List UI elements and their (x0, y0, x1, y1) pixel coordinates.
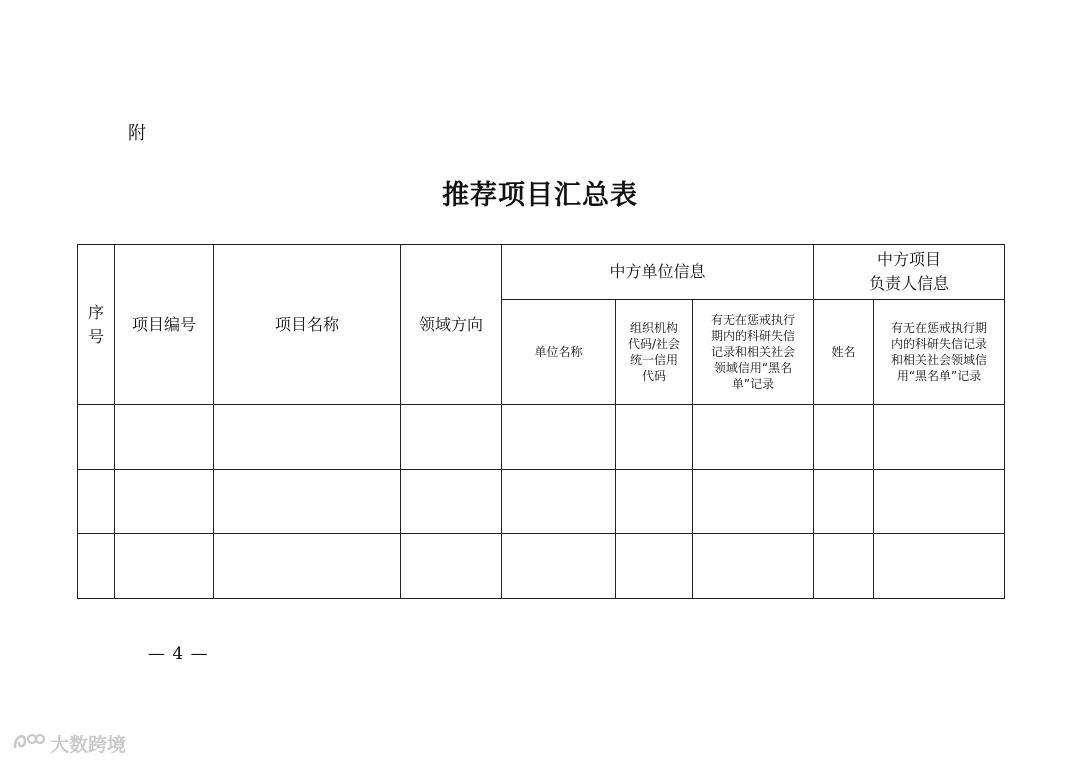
table-cell[interactable] (814, 534, 874, 599)
table-cell[interactable] (115, 405, 214, 470)
table-cell[interactable] (693, 405, 814, 470)
table-cell[interactable] (401, 534, 502, 599)
table-cell[interactable] (214, 534, 401, 599)
header-seq: 序 号 (78, 245, 115, 405)
table-cell[interactable] (874, 534, 1005, 599)
table-cell[interactable] (814, 470, 874, 534)
watermark-text: 大数跨境 (50, 734, 127, 756)
table-cell[interactable] (115, 470, 214, 534)
table-cell[interactable] (401, 470, 502, 534)
header-field: 领域方向 (401, 245, 502, 405)
header-unit-blacklist: 有无在惩戒执行 期内的科研失信 记录和相关社会 领域信用“黑名 单”记录 (693, 300, 814, 405)
header-project-name: 项目名称 (214, 245, 401, 405)
table-cell[interactable] (401, 405, 502, 470)
table-cell[interactable] (78, 470, 115, 534)
table-cell[interactable] (814, 405, 874, 470)
header-cn-unit-group: 中方单位信息 (502, 245, 814, 300)
header-row-1 (78, 245, 1005, 300)
header-leader-blacklist: 有无在惩戒执行期 内的科研失信记录 和相关社会领域信 用“黑名单”记录 (874, 300, 1005, 405)
table-cell[interactable] (616, 470, 693, 534)
table-cell[interactable] (78, 405, 115, 470)
header-project-no: 项目编号 (115, 245, 214, 405)
table-cell[interactable] (874, 405, 1005, 470)
summary-table (77, 244, 1005, 599)
table-cell[interactable] (616, 534, 693, 599)
table-row (78, 534, 1005, 599)
table-cell[interactable] (502, 534, 616, 599)
table-row (78, 470, 1005, 534)
table-cell[interactable] (502, 405, 616, 470)
page-number: — 4 — (148, 644, 209, 664)
table-cell[interactable] (693, 470, 814, 534)
table-cell[interactable] (78, 534, 115, 599)
table-cell[interactable] (115, 534, 214, 599)
document-title: 推荐项目汇总表 (442, 180, 638, 211)
header-unit-name: 单位名称 (502, 300, 616, 405)
header-leader-name: 姓名 (814, 300, 874, 405)
attachment-label: 附 (128, 123, 146, 144)
watermark (12, 730, 126, 757)
header-org-code: 组织机构 代码/社会 统一信用 代码 (616, 300, 693, 405)
table-row (78, 405, 1005, 470)
table-cell[interactable] (874, 470, 1005, 534)
table-cell[interactable] (693, 534, 814, 599)
table-cell[interactable] (214, 470, 401, 534)
table-cell[interactable] (616, 405, 693, 470)
table-cell[interactable] (214, 405, 401, 470)
header-cn-leader-group: 中方项目 负责人信息 (814, 245, 1005, 300)
table-cell[interactable] (502, 470, 616, 534)
logo-swirl-icon (12, 730, 50, 757)
